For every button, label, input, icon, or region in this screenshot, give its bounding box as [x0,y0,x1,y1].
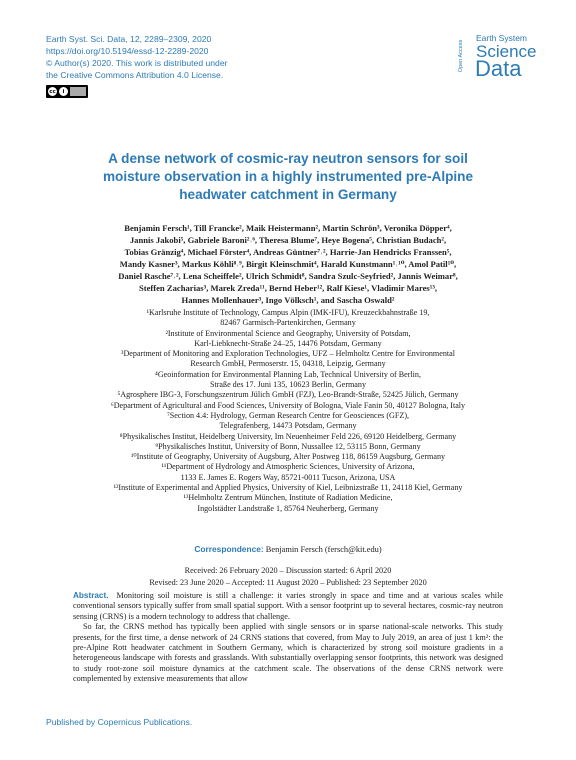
author-line: Jannis Jakobi⁵, Gabriele Baroni²˒⁶, Theresa Blume⁷, Heye Bogena⁵, Christian Budach², [129,235,447,245]
affiliation-line: ²Institute of Environmental Science and Geography, University of Potsdam, [165,328,411,338]
affiliation-line: ⁸Physikalisches Institut, Heidelberg University, Im Neuenheimer Feld 226, 69120 Heidelberg, Germany [119,431,457,441]
affiliation-line: Telegrafenberg, 14473 Potsdam, Germany [219,421,357,431]
correspondence-label: Correspondence: [194,544,264,554]
author-line: Hannes Mollenhauer³, Ingo Völksch¹, and Sascha Oswald² [181,295,395,305]
affiliation-list [40,308,536,514]
affiliation-line: ¹Karlsruhe Institute of Technology, Campus Alpin (IMK-IFU), Kreuzeckbahnstraße 19, [146,308,430,317]
affiliation-line: ¹¹Department of Hydrology and Atmospheric Sciences, University of Arizona, [161,462,415,472]
affiliation-line: ¹⁰Institute of Geography, University of Augsburg, Alter Postweg 118, 86159 Augsburg, Germany [130,452,446,462]
cc-icon: cc [49,88,56,95]
publisher-footer: Published by Copernicus Publications. [46,717,193,727]
cc-by-license-icon[interactable] [46,85,88,98]
affiliation-line: Ingolstädter Landstraße 1, 85764 Neuherberg, Germany [197,503,379,513]
publication-dates [40,565,536,589]
affiliation-line: Research GmbH, Permoserstr. 15, 04318, Leipzig, Germany [190,359,386,369]
doi-link[interactable]: https://doi.org/10.5194/essd-12-2289-2020 [46,46,209,56]
copyright-line: © Author(s) 2020. This work is distributed under [46,58,228,68]
correspondence-contact[interactable]: Benjamin Fersch (fersch@kit.edu) [265,545,382,554]
author-list [60,222,516,306]
affiliation-line: 1133 E. James E. Rogers Way, 85721-0011 Tucson, Arizona, USA [180,472,396,482]
affiliation-line: ⁹Physikalisches Institut, University of Bonn, Nussallee 12, 53115 Bonn, Germany [155,441,421,451]
affiliation-line: ⁷Section 4.4: Hydrology, German Research Centre for Geosciences (GFZ), [166,410,410,420]
affiliation-line: Karl-Liebknecht-Straße 24–25, 14476 Potsdam, Germany [194,338,382,348]
affiliation-line: ⁶Department of Agricultural and Food Sciences, University of Bologna, Viale Fanin 50, 40127 Bologna, Italy [110,400,466,410]
dates-line: Received: 26 February 2020 – Discussion started: 6 April 2020 [184,566,392,575]
author-line: Benjamin Fersch¹, Till Francke², Maik Heistermann², Martin Schrön³, Veronika Döpper⁴, [124,223,452,233]
paper-title [40,150,536,204]
author-line: Steffen Zacharias³, Marek Zreda¹¹, Bernd Heber¹², Ralf Kiese¹, Vladimir Mares¹³, [138,283,438,293]
abstract-paragraph [73,591,503,622]
title-line: moisture observation in a highly instrumented pre-Alpine [102,169,474,184]
dates-line: Revised: 23 June 2020 – Accepted: 11 August 2020 – Published: 23 September 2020 [149,578,427,587]
abstract-paragraph: So far, the CRNS method has typically been applied with single sensors or in sparse national-scale networks. This study presents, for the first time, a dense network of 24 CRNS stations that covered, from May to July 2019, an area of just 1 km²: the pre-Alpine Rott headwater catchment in Southern Germany, which is characterized by strong soil moisture gradients in a heterogeneous landscape with forests and grasslands. With substantially overlapping sensor footprints, this network was designed to study root-zone soil moisture dynamics at the catchment scale. The observations of the dense CRNS network were complemented by extensive measurements that allow [73,622,503,684]
abstract-text: Monitoring soil moisture is still a challenge: it varies strongly in space and time and at various scales while conventional sensors typically suffer from small spatial support. With a sensor footprint up to several hectares, cosmic-ray neutron sensing (CRNS) is a modern technology to address that challenge. [73,591,503,621]
license-line: the Creative Commons Attribution 4.0 License. [46,70,224,80]
abstract-heading: Abstract. [73,591,109,600]
logo-line-3: Data [475,56,522,81]
logo-line-1: Earth System [476,33,528,43]
abstract [73,591,503,685]
journal-header [46,33,227,81]
title-line: A dense network of cosmic-ray neutron sensors for soil [108,151,468,166]
affiliation-line: ⁴Geoinformation for Environmental Planning Lab, Technical University of Berlin, [155,369,421,379]
correspondence [40,544,536,554]
affiliation-line: ⁵Agrosphere IBG-3, Forschungszentrum Jülich GmbH (FZJ), Leo-Brandt-Straße, 52425 Jülich, Germany [117,390,459,400]
journal-citation: Earth Syst. Sci. Data, 12, 2289–2309, 2020 [46,34,212,44]
author-line: Mandy Kasner³, Markus Köhli⁸˒⁹, Birgit Kleinschmit⁴, Harald Kunstmann¹˒¹⁰, Amol Patil¹⁰, [119,259,457,269]
author-line: Daniel Rasche⁷˒², Lena Scheiffele², Ulrich Schmidt⁸, Sandra Szulc-Seyfried², Jannis Weimar⁸, [118,271,458,281]
open-access-mark [458,35,473,81]
affiliation-line: 82467 Garmisch-Partenkirchen, Germany [220,318,356,328]
affiliation-line: ³Department of Monitoring and Exploration Technologies, UFZ – Helmholtz Centre for Environmental [121,349,455,359]
affiliation-line: ¹³Helmholtz Zentrum München, Institute of Radiation Medicine, [183,493,393,503]
affiliation-line: ¹²Institute of Experimental and Applied Physics, University of Kiel, Leibnizstraße 11, 24118 Kiel, Germany [113,483,463,493]
open-access-text: Open Access [458,39,465,73]
author-line: Tobias Gränzig⁴, Michael Förster⁴, Andreas Güntner⁷˒², Harrie-Jan Hendricks Franssen⁵, [124,247,452,257]
attribution-icon: i [59,87,68,96]
badge-bar [70,87,86,96]
logo-line-2: Science [476,42,537,61]
title-line: headwater catchment in Germany [179,187,397,202]
affiliation-line: Straße des 17. Juni 135, 10623 Berlin, Germany [209,380,366,390]
